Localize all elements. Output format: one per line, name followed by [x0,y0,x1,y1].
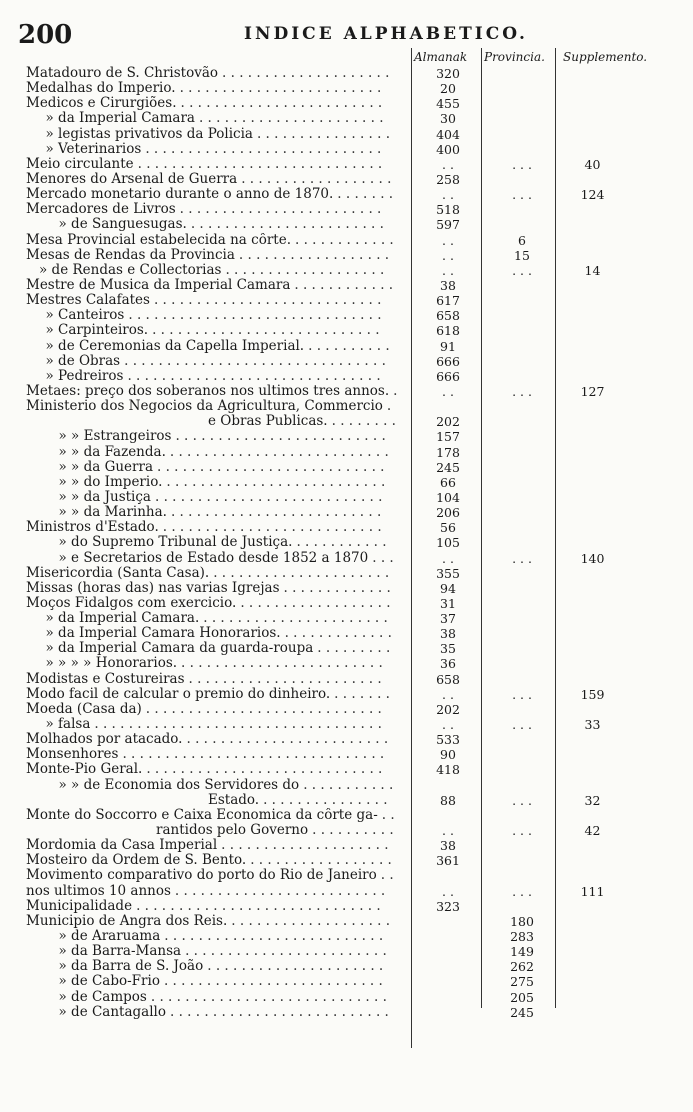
index-entry [0,233,693,248]
index-entry [0,263,693,278]
entry-provincia: . . . [512,686,532,702]
leader-dots: . . . . . . . . . . . . . . . . . . . . . . . . . . . . [146,761,383,778]
entry-almanak: 323 [436,898,460,914]
entry-label: Meio circulante [26,156,134,172]
index-entry [0,656,693,671]
entry-almanak: 666 [436,368,460,384]
entry-almanak: 400 [436,141,460,157]
leader-dots: . . . . . . . . . . . . . . . . . . . . . . . [188,670,382,687]
index-entry [0,429,693,444]
entry-provincia: 180 [510,913,534,929]
leader-dots: . . . . . . . . . . . . . . . . . . . . . [207,958,384,975]
entry-almanak: 258 [436,171,460,187]
entry-label: Mesa Provincial estabelecida na côrte. [26,232,291,248]
entry-almanak: . . [442,262,454,278]
entry-label: » » da Guerra [58,459,154,475]
leader-dots: . . . . . . . . . [317,640,391,657]
leader-dots: . . . . . . . . . . . . . . . . . . [238,246,390,263]
entry-label: Municipio de Angra dos Reis. [26,913,228,929]
index-entry [0,747,693,762]
index-entry [0,551,693,566]
leader-dots: . . . . . . . . . . . . . . . . . . . . . . . . . . . [157,458,385,475]
leader-dots: . [393,382,398,399]
entry-almanak: 38 [440,277,456,293]
entry-almanak: 355 [436,565,460,581]
entry-label: Ministerio dos Negocios da Agricultura, Commercio [26,399,383,415]
leader-dots: . . . . . . . . . . [308,337,390,354]
entry-provincia: 149 [510,944,534,960]
entry-almanak: . . [442,550,454,566]
entry-label: » e Secretarios de Estado desde 1852 a 1870 [58,550,369,566]
index-entry [0,445,693,460]
index-entry [0,702,693,717]
entry-provincia: . . . [512,383,532,399]
entry-label: Movimento comparativo do porto do Rio de Janeiro [26,868,377,884]
entry-provincia: 6 [518,232,526,248]
entry-supplemento: 33 [584,717,601,733]
entry-almanak: 404 [436,126,460,142]
index-entry [0,914,693,929]
leader-dots: . . . . . . . . [331,413,396,430]
index-entry [0,959,693,974]
index-entry [0,687,693,702]
entry-label: » » Estrangeiros [58,429,172,445]
leader-dots: . . . . . . . . . . . . . . . . . . . . . . . . . . . . [145,140,382,157]
col-head-almanak: Almanak [414,50,468,64]
entry-almanak: . . [442,247,454,263]
leader-dots: . . . . . . . . . . . . . . . . . . . . . . . . [179,201,382,218]
entry-label: e Obras Publicas. [208,414,328,430]
entry-almanak: 617 [436,293,460,309]
leader-dots: . . [381,806,395,823]
leader-dots: . . . . . . . . . . . . . . . . . . . . . . . . . . . [152,322,380,339]
entry-almanak: . . [442,383,454,399]
leader-dots: . . . . . . . . . . . . . . . . . . . . . . . . . . . . . [136,897,381,914]
entry-label: Menores do Arsenal de Guerra [26,171,238,187]
entry-almanak: 455 [436,96,460,112]
index-entry [0,944,693,959]
leader-dots: . . . . . . . . . . . . . . . . . . . . . . . . . . . . . . . [122,746,385,763]
leader-dots: . . . . . . . . . . . . . . . . . . . . . . . . [185,943,387,960]
entry-label: » falsa [45,717,91,733]
entry-label: » » do Imperio. [58,474,163,490]
entry-label: » Canteiros [45,308,125,324]
entry-almanak: 245 [436,459,460,475]
entry-almanak: . . [442,823,454,839]
entry-provincia: 262 [510,959,534,975]
entry-label: Moços Fidalgos com exercicio. [26,595,237,611]
leader-dots: . [386,398,392,415]
entry-label: Mosteiro da Ordem de S. Bento. [26,853,247,869]
index-entry [0,127,693,142]
entry-provincia: 283 [510,929,534,945]
leader-dots: . . . . . . . . . . . . [295,231,394,248]
entry-label: Monte-Pio Geral. [26,762,143,778]
entry-label: » Pedreiros [45,368,124,384]
leader-dots: . . . . . . . . . . . . . . . . . . . . . . . . . . [163,973,383,990]
entry-almanak: 66 [440,474,456,490]
entry-almanak: 35 [440,641,456,657]
leader-dots: . . . . . . . . . . . . . . . . . [250,852,392,869]
index-entry [0,611,693,626]
leader-dots: . . . . . . . . . . . . . . . . . . . . [222,65,390,81]
entry-supplemento: 111 [580,883,605,899]
leader-dots: . . . . . . . . . . . [296,534,387,551]
index-entry [0,248,693,263]
entry-label: » da Imperial Camara da guarda-roupa [45,641,314,657]
leader-dots: . . . . . . . . . . . . . . . . . . . . . [213,564,390,581]
entry-provincia: . . . [512,262,532,278]
index-entry [0,323,693,338]
entry-supplemento: 42 [584,823,601,839]
leader-dots: . . . . . . . . . . . . . . . . . . . . . . . . . . . . [150,988,387,1005]
index-entry [0,974,693,989]
entry-almanak: 666 [436,353,460,369]
entry-label: » » da Justiça [58,489,151,505]
entry-label: Moeda (Casa da) [26,701,142,717]
leader-dots: . . . . . . . . . . . . . . . . . . . . . . . . . . . [153,292,382,309]
entry-almanak: 37 [440,611,456,627]
entry-label: Mordomia da Casa Imperial [26,838,218,854]
page-number: 200 [18,20,73,50]
running-head: INDICE ALPHABETICO. [244,24,528,44]
index-entry [0,808,693,823]
leader-dots: . . . . . . . . . . . . . . . . . . . . . . . . . . . . . . [127,367,381,384]
entry-label: nos ultimos 10 annos [26,883,171,899]
entry-provincia: . . . [512,717,532,733]
entry-label: » de Araruama [58,929,161,945]
entry-label: Medalhas do Imperio. [26,81,176,97]
leader-dots: . . . . . . . . . . . . . . . . . . . . . . . . . [174,882,386,899]
entry-almanak: 658 [436,308,460,324]
entry-label: » Veterinarios [45,141,142,157]
entry-provincia: . . . [512,187,532,203]
col-head-supplemento: Supplemento. [563,50,648,64]
leader-dots: . . . . . . . [337,186,394,203]
index-entry [0,762,693,777]
index-entry [0,354,693,369]
index-entry [0,793,693,808]
leader-dots: . . . . . . . . . . . . . . . [263,791,388,808]
index-entry [0,475,693,490]
entry-almanak: 320 [436,66,460,81]
index-entry [0,566,693,581]
entry-label: Mesas de Rendas da Provincia [26,247,235,263]
index-list [0,66,693,1020]
index-entry [0,157,693,172]
entry-label: » de Sanguesugas. [58,217,187,233]
entry-supplemento: 124 [580,187,605,203]
leader-dots: . . [380,867,394,884]
entry-label: » de Cabo-Frio [58,974,160,990]
entry-label: Mercado monetario durante o anno de 1870. [26,187,334,203]
leader-dots: . . . . . . . . . . . . . [283,579,391,596]
entry-label: Matadouro de S. Christovão [26,66,219,81]
entry-almanak: 91 [440,338,456,354]
entry-label: Missas (horas das) nas varias Igrejas [26,580,280,596]
entry-almanak: 178 [436,444,460,460]
entry-provincia: . . . [512,550,532,566]
entry-label: » da Imperial Camara [45,111,195,127]
entry-label: Monte do Soccorro e Caixa Economica da côrte ga- [26,807,378,823]
entry-almanak: 533 [436,732,460,748]
entry-label: Mercadores de Livros [26,202,176,218]
entry-almanak: 104 [436,489,460,505]
entry-supplemento: 14 [584,262,601,278]
entry-label: Medicos e Cirurgiões. [26,96,177,112]
leader-dots: . . . . . . . . . . . . . . . . . . . . . . . . . [170,504,382,521]
entry-provincia: 15 [514,247,530,263]
index-entry [0,884,693,899]
entry-label: » do Supremo Tribunal de Justiça. [58,535,293,551]
index-entry [0,868,693,883]
entry-label: Modo facil de calcular o premio do dinheiro. [26,686,331,702]
entry-provincia: 245 [510,1004,534,1020]
index-entry [0,717,693,732]
entry-label: » de Campos [58,989,147,1005]
leader-dots: . . . . . . . . . . . . . . . . . . . . . . . . [186,731,389,748]
leader-dots: . . . . . . . [334,685,390,702]
index-entry [0,414,693,429]
entry-almanak: 36 [440,656,456,672]
index-entry [0,990,693,1005]
entry-provincia: . . . [512,792,532,808]
entry-label: » » da Fazenda. [58,444,166,460]
index-entry [0,278,693,293]
leader-dots: . . . . . . . . . . . . . . . . . . . . . . . [190,216,384,233]
col-head-provincia: Provincia. [484,50,545,64]
index-entry [0,293,693,308]
entry-almanak: 157 [436,429,460,445]
entry-almanak: 518 [436,202,460,218]
index-entry [0,778,693,793]
entry-provincia: . . . [512,823,532,839]
entry-almanak: . . [442,156,454,172]
entry-label: » » da Marinha. [58,505,167,521]
leader-dots: . . . . . . . . . . . . [294,276,394,293]
index-entry [0,853,693,868]
entry-label: » legistas privativos da Policia [45,126,253,142]
entry-supplemento: 127 [580,383,605,399]
entry-label: » da Barra de S. João [58,959,204,975]
leader-dots: . . . . . . . . . . . . . . . . . . . . . . . . . . . [154,488,383,505]
entry-label: » de Ceremonias da Capella Imperial. [45,338,305,354]
index-entry [0,384,693,399]
entry-label: » Carpinteiros. [45,323,149,339]
leader-dots: . . . . . . . . . . . . . . . . . . . . . . . . . [175,428,386,445]
leader-dots: . . . . . . . . . . . . . . . . . . . . . . . . . . [169,1003,389,1020]
entry-label: Monsenhores [26,747,119,763]
entry-label: rantidos pelo Governo [156,823,309,839]
index-entry [0,581,693,596]
index-entry [0,172,693,187]
index-entry [0,520,693,535]
entry-almanak: 597 [436,217,460,233]
entry-almanak: 202 [436,701,460,717]
entry-almanak: 38 [440,626,456,642]
index-entry [0,460,693,475]
entry-provincia: . . . [512,156,532,172]
index-entry [0,339,693,354]
entry-label: Misericordia (Santa Casa). [26,565,210,581]
entry-label: » da Barra-Mansa [58,944,182,960]
entry-almanak: 105 [436,535,460,551]
entry-label: Molhados por atacado. [26,732,183,748]
index-entry [0,596,693,611]
entry-label: Ministros d'Estado. [26,520,159,536]
leader-dots: . . . . . . . . . . . . . . . . . . . . [221,837,389,854]
index-entry [0,66,693,81]
index-entry [0,308,693,323]
entry-almanak: 658 [436,671,460,687]
leader-dots: . . . . . . . . . . . . . . . . . . . . . . . . . . [164,928,384,945]
entry-label: » da Imperial Camara. [45,611,200,627]
leader-dots: . . . . . . . . . . . . . . . . [256,125,390,142]
leader-dots: . . . . . . . . . . . . . . . . . . . . . . . . . . . . . [137,155,383,172]
entry-almanak: 56 [440,520,456,536]
entry-almanak: 361 [436,853,460,869]
index-entry [0,490,693,505]
entry-almanak: 90 [440,747,456,763]
entry-almanak: . . [442,232,454,248]
entry-almanak: . . [442,187,454,203]
leader-dots: . . . . . . . . . . . . . . . . . . [241,170,392,187]
entry-almanak: . . [442,717,454,733]
entry-almanak: 20 [440,81,456,97]
entry-provincia: 205 [510,989,534,1005]
entry-almanak: 31 [440,595,456,611]
entry-almanak: 88 [440,792,456,808]
index-entry [0,929,693,944]
leader-dots: . . . . . . . . . . . . . [284,625,392,642]
leader-dots: . . . . . . . . . . . . . . . . . . . . . . . . . . . . . . . . . . [94,716,382,733]
index-entry [0,672,693,687]
index-entry [0,838,693,853]
index-entry [0,369,693,384]
leader-dots: . . . . . . . . . . . . . . . . . . . . . . [203,610,388,627]
index-entry [0,202,693,217]
leader-dots: . . . . . . . . . . . . . . . . . . [240,594,391,611]
leader-dots: . . . . . . . . . . . . . . . . . . . . . . . . . . . . [145,700,382,717]
entry-provincia: . . . [512,883,532,899]
index-entry [0,1005,693,1020]
leader-dots: . . . . . . . . . . . . . . . . . . . . . . . . . . [169,443,389,460]
entry-label: » de Cantagallo [58,1004,166,1020]
index-entry [0,96,693,111]
index-entry [0,626,693,641]
entry-almanak: 206 [436,505,460,521]
leader-dots: . . . . . . . . . . . . . . . . . . . . . . [198,110,384,127]
entry-almanak: . . [442,883,454,899]
entry-almanak: 418 [436,762,460,778]
leader-dots: . . . . . . . . . . . . . . . . . . . . . . . . . . . . . . . [124,352,386,369]
index-entry [0,399,693,414]
entry-label: Mestre de Musica da Imperial Camara [26,277,291,293]
index-entry [0,111,693,126]
entry-label: » da Imperial Camara Honorarios. [45,626,281,642]
leader-dots: . . . . . . . . . . . . . . . . . . . . . . . . [181,655,383,672]
index-entry [0,142,693,157]
entry-provincia: 275 [510,974,534,990]
leader-dots: . . . . . . . . . . . . . . . . . . . [231,912,391,929]
entry-label: » de Obras [45,353,121,369]
entry-supplemento: 32 [584,792,601,808]
leader-dots: . . . . . . . . . . . . . . . . . . . . . . . . . . [162,519,382,536]
index-entry [0,899,693,914]
index-entry [0,535,693,550]
entry-label: » » » » Honorarios. [45,656,178,672]
entry-almanak: 30 [440,111,456,127]
index-entry [0,823,693,838]
leader-dots: . . . . . . . . . . . . . . . . . . . . . . . . . . [166,473,386,490]
entry-almanak: 618 [436,323,460,339]
index-entry [0,641,693,656]
entry-almanak: . . [442,686,454,702]
leader-dots: . . . . . . . . . . . [303,776,394,793]
index-entry [0,81,693,96]
entry-label: Estado. [208,792,260,808]
leader-dots: . . . . . . . . . . [312,822,394,839]
leader-dots: . . . . . . . . . . . . . . . . . . . . . . . . [179,80,382,97]
entry-almanak: 38 [440,838,456,854]
entry-supplemento: 159 [580,686,605,702]
leader-dots: . . . . . . . . . . . . . . . . . . . [225,261,385,278]
entry-label: » » de Economia dos Servidores do [58,777,300,793]
index-entry [0,732,693,747]
index-entry [0,505,693,520]
entry-label: Modistas e Costureiras [26,671,185,687]
entry-supplemento: 40 [584,156,601,172]
leader-dots: . . . [372,549,394,566]
entry-supplemento: 140 [580,550,605,566]
entry-label: Municipalidade [26,898,133,914]
index-entry [0,217,693,232]
entry-almanak: 202 [436,414,460,430]
leader-dots: . . . . . . . . . . . . . . . . . . . . . . . . . . . . . . [128,307,382,324]
index-entry [0,187,693,202]
entry-almanak: 94 [440,580,456,596]
leader-dots: . . . . . . . . . . . . . . . . . . . . . . . . [180,95,383,112]
entry-label: Metaes: preço dos soberanos nos ultimos tres annos. [26,383,390,399]
entry-label: » de Rendas e Collectorias [39,262,222,278]
entry-label: Mestres Calafates [26,293,150,309]
